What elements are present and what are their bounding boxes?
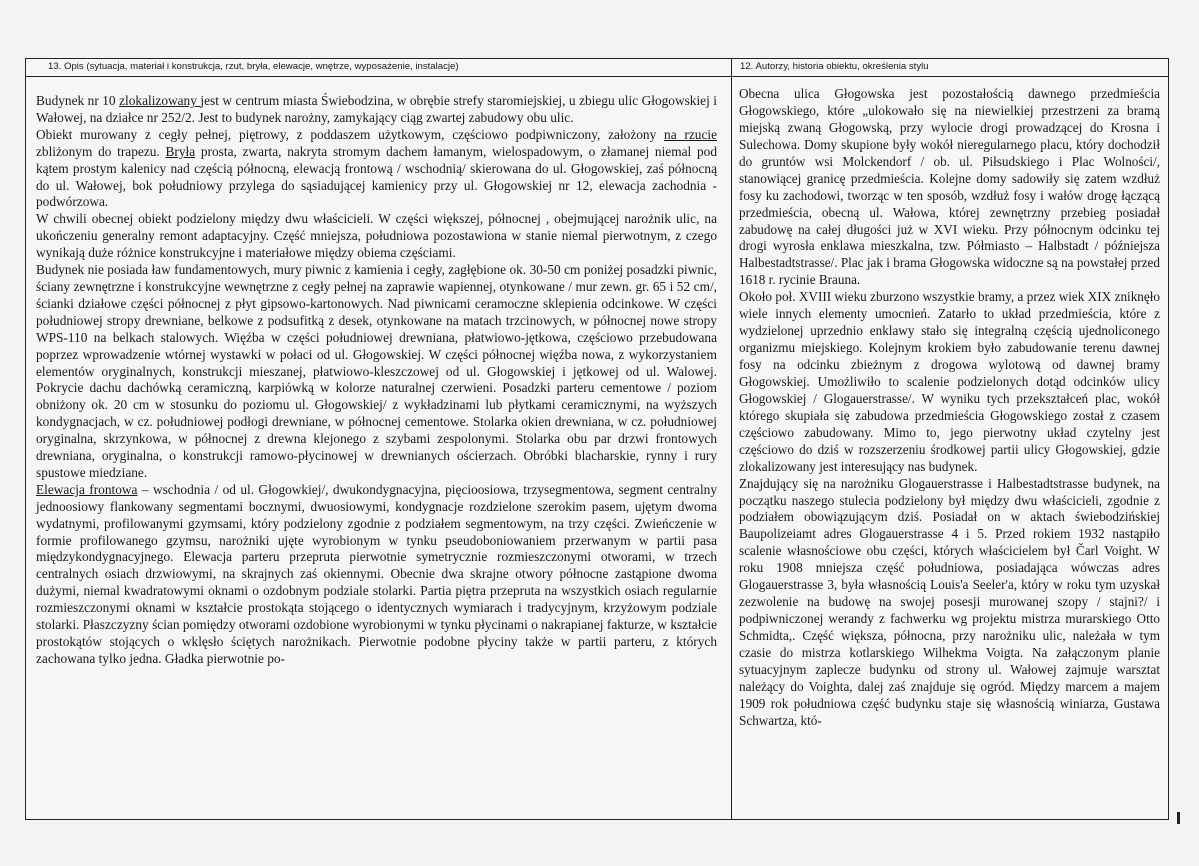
history-paragraph-1: Obecna ulica Głogowska jest pozostałością dawnego przedmieścia Głogowskiego, które „ulokowało się na niewielkiej przestrzeni za bramą miejską zwaną Głogowską, przy wylocie drogi prowadzącej do Krosna i Sulechowa. Domy skupione były wokół nieregularnego placu, który dochodził do gruntów wsi Molckendorf / ob. ul. Piłsudskiego i Plac Wolności/, stanowiącej granicę przedmieścia. Kolejne domy sadowiły się zatem wzdłuż fosy ku zachodowi, tworząc w ten sposób, wzdłuż fosy i wałów drogę łączącą przedmieścia, obecną ul. Wałowa, której zewnętrzny przebieg posiadał zabudowę na całej długości już w XVI wieku. Przy północnym odcinku tej drogi wyrosła enklawa mieszkalna, tzw. Półmiasto – Halbstadt / późniejsza Halbestadtstrasse/. Plac jak i brama Głogowska widoczne są na powstałej przed 1618 r. rycinie Brauna. — [739, 86, 1160, 288]
text-run: zbliżonym do trapezu. — [36, 143, 166, 159]
location-paragraph — [36, 93, 717, 127]
underlined-word: na rzucie — [664, 126, 718, 142]
facade-paragraph — [36, 482, 717, 668]
underlined-word: Bryła — [165, 143, 196, 159]
history-paragraph-3: Znajdujący się na narożniku Glogauerstrasse i Halbestadtstrasse budynek, na początku naszego stulecia podzielony był między dwu właścicieli, zgodnie z podziałem obowiązującym dziś. Posiadał on w aktach świebodzińskiej Baupolizeiamt adres Glogauerstrasse 4 i 5. Przed rokiem 1932 nastąpiło scalenie własnościowe obu części, których właścicielem był Čarl Voight. W roku 1908 mniejsza część południowa, posiadająca wówczas adres Glogauerstrasse 3, była własnością Louis'a Seeler'a, który w roku tym uzyskał zezwolenie na budowę na swojej posesji murowanej szopy / stajni?/ i podpiwniczonej werandy z fachwerku wg projektu mistrza murarskiego Otto Schmidta,. Część większa, północna, przy narożniku ulic, należała w tym czasie do mistrza kotlarskiego Wilhekma Voigta. Na załączonym planie sytuacyjnym zaplecze budynku od strony ul. Wałowej zajmuje warsztat należący do Voighta, dalej zaś znajduje się ogród. Między marcem a majem 1909 rok południowa część budynku staje się własnością winiarza, Gustawa Schwartza, któ- — [739, 475, 1160, 728]
description-body — [26, 77, 731, 668]
form-sheet — [25, 58, 1169, 820]
underlined-word: zlokalizowany — [119, 93, 201, 108]
text-run: Obiekt murowany z cegły pełnej, piętrowy, z poddaszem użytkowym, częściowo podpiwniczony, założony — [36, 126, 665, 142]
history-heading: 12. Autorzy, historia obiektu, określenia stylu — [732, 59, 1168, 77]
structure-paragraph — [36, 127, 717, 212]
history-paragraph-2: Około poł. XVIII wieku zburzono wszystkie bramy, a przez wiek XIX zniknęło wiele innych elementy umocnień. Zatarło to układ przedmieścia, które z wydzielonej uprzednio enklawy stało się integralną częścią ujednoliconego organizmu miejskiego. Kolejnym krokiem było zabudowanie terenu dawnej fosy na odcinku zbieżnym z drogowa wylotową od dawnej bramy Głogowskiej. Umożliwiło to scalenie podzielonych dotąd odcinków ulicy Głogowskiej / Glogauerstrasse/. W wyniku tych przekształceń plac, wokół którego skupiała się zabudowa przedmieścia Głogowskiego został z czasem częściowo zabudowany. Mimo to, jego pierwotny układ czytelny jest częściowo do dziś w rozszerzeniu środkowej partii ulicy Głogowskiej, gdzie zlokalizowany jest interesujący nas budynek. — [739, 289, 1160, 474]
text-run: prosta, zwarta, nakryta stromym dachem łamanym, wielospadowym, o złamanej niemal pod kątem prostym kalenicy nad częścią północną, elewacją frontową / wschodnią/ skierowana do ul. Głogowskiej, zaś północną do ul. Wałowej, bok południowy przylega do sąsiadującej kamienicy przy ul. Głogowskiej nr 12, elewacja zachodnia - podwórzowa. — [36, 143, 717, 210]
text-run: – wschodnia / od ul. Głogowkiej/, dwukondygnacyjna, pięcioosiowa, trzysegmentowa, segment centralny jednoosiowy flankowany segmentami bocznymi, dwuosiowymi, kondygnacje rozdzielone szerokim pasem, ujętym dwoma wydatnymi, profilowanymi gzymsami, który podzielony zgodnie z podziałem segmentowym, na trzy części. Zwieńczenie w formie profilowanego gzymsu, narożniki ujęte wyrobionym w tynku pseudoboniowaniem przerwanym w partii pasa międzykondygnacyjnego. Elewacja parteru przepruta pierwotnie symetrycznie rozmieszczonymi otworami, w trzech centralnych osiach drzwiowymi, na skrajnych zaś okiennymi. Obecnie dwa skrajne otwory północne zastąpione dwoma dużymi, niemal kwadratowymi oknami o ozdobnym podziale stolarki. Partia piętra przepruta na wszystkich osiach regularnie rozmieszczonymi oknami w kształcie prostokąta stojącego o identycznych wymiarach i tradycyjnym, krzyżowym podziale stolarki. Płaszczyzny ścian pomiędzy otworami ozdobione wyrobionymi w tynku płycinami o nakrapianej fakturze, w kształcie prostokątów stojących o wklęsło ściętych narożnikach. Pierwotnie podobne płyciny także w partii parteru, z których zachowana tylko jedna. Gładka pierwotnie po- — [36, 481, 717, 666]
construction-paragraph: Budynek nie posiada ław fundamentowych, mury piwnic z kamienia i cegły, zagłębione ok. 30-50 cm poniżej posadzki piwnic, ściany zewnętrzne i konstrukcyjne wewnętrzne z cegły pełnej na zaprawie wapiennej, otynkowane / mur zewn. gr. 65 i 52 cm/, ścianki działowe części północnej z płyt gipsowo-kartonowych. Nad piwnicami ceramoczne sklepienia odcinkowe. W części południowej stropy drewniane, belkowe z podsufitką z desek, otynkowane na matach trzcinowych, w północnej nowe stropy WPS-110 na belkach stalowych. Więźba w części południowej drewniana, płatwiowo-jętkowa, częściowo przebudowana poprzez wprowadzenie wtórnej wystawki w połaci od ul. Głogowskiej. W części północnej więźba nowa, z wykorzystaniem elementów oryginalnych, konstrukcji mieszanej, płatwiowo-kleszczowej od ul. Głogowskiej i jętkowej od ul. Walowej. Pokrycie dachu dachówką ceramiczną, karpiówką w kolorze naturalnej czerwieni. Posadzki parteru cementowe / poziom obniżony ok. 20 cm w stosunku do poziomu ul. Głogowskiej/ z wykładzinami lub płytkami ceramicznymi, na wyższych kondygnacjach, w cz. południowej podłogi drewniane, w północnej cementowe. Stolarka okien drewniana, w cz. południowej oryginalna, skrzynkowa, w północnej z drewna klejonego z szybami zespolonymi. Stolarka obu par drzwi frontowych drewniana, oryginalna, o konstrukcji ramowo-płycinowej w drewnianych ościerzach. Obróbki blacharskie, rynny i rury spustowe miedziane. — [36, 262, 717, 480]
description-heading: 13. Opis (sytuacja, materiał i konstrukcja, rzut, bryła, elewacje, wnętrze, wyposażenie, instalacje) — [26, 59, 731, 77]
scan-mark — [1177, 812, 1180, 824]
underlined-word: Elewacja frontowa — [36, 481, 138, 497]
ownership-paragraph: W chwili obecnej obiekt podzielony między dwu właścicieli. W części większej, północnej , obejmującej narożnik ulic, na ukończeniu generalny remont adaptacyjny. Część mniejsza, południowa pozostawiona w stanie niemal pierwotnym, z czego wynikają duże różnice konstrukcyjne i materiałowe między obiema częściami. — [36, 211, 717, 261]
history-body — [732, 77, 1168, 730]
description-column — [26, 59, 732, 819]
text-run: Budynek nr 10 — [36, 93, 120, 108]
history-column — [732, 59, 1168, 819]
text-run: jest w centrum miasta Świebodzina, w obrębie strefy staromiejskiej, u zbiegu ulic Głogowskiej i Wałowej, na działce nr 252/2. Jest to budynek narożny, zamykający ciąg zwartej zabudowy obu ulic. — [36, 93, 717, 125]
